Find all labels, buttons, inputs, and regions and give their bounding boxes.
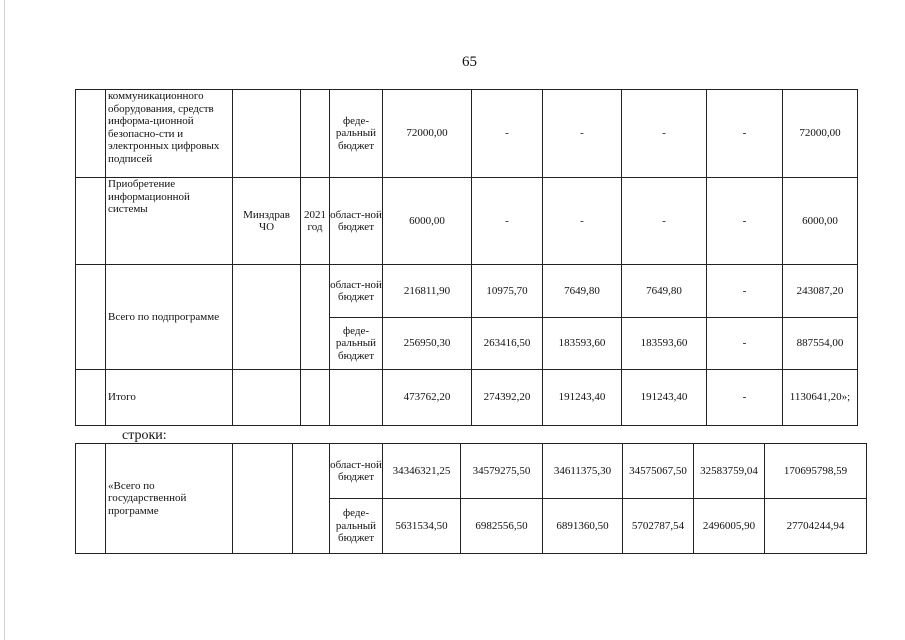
row-number-cell [76, 178, 106, 265]
table-row [76, 370, 858, 426]
total-cell: 887554,00 [783, 318, 858, 370]
value-cell: 6982556,50 [461, 499, 543, 554]
value-cell: - [707, 370, 783, 426]
value-cell: 6000,00 [383, 178, 472, 265]
funding-source: феде-ральный бюджет [330, 90, 383, 178]
measure-name: Приобретение информационной системы [106, 178, 233, 265]
executor [233, 90, 301, 178]
value-cell: - [543, 90, 622, 178]
value-cell: 7649,80 [543, 265, 622, 318]
measure-name: Всего по подпрограмме [106, 265, 233, 370]
funding-source: област-ной бюджет [330, 178, 383, 265]
value-cell: 7649,80 [622, 265, 707, 318]
executor-cell [233, 444, 293, 554]
page-number: 65 [462, 54, 477, 70]
connecting-text: строки: [122, 428, 167, 443]
value-cell: - [707, 265, 783, 318]
value-cell: 72000,00 [383, 90, 472, 178]
value-cell: - [622, 90, 707, 178]
value-cell: 216811,90 [383, 265, 472, 318]
program-name: «Всего по государственной программе [106, 444, 233, 554]
value-cell: 34611375,30 [543, 444, 623, 499]
value-cell: 10975,70 [472, 265, 543, 318]
total-cell: 243087,20 [783, 265, 858, 318]
total-cell: 1130641,20»; [783, 370, 858, 426]
program-total-table [75, 443, 867, 554]
budget-table [75, 89, 858, 426]
total-cell: 27704244,94 [765, 499, 867, 554]
measure-name: Итого [106, 370, 233, 426]
executor [233, 265, 301, 370]
funding-source: феде-ральный бюджет [330, 318, 383, 370]
table-row [76, 444, 867, 499]
funding-source [330, 370, 383, 426]
value-cell: 183593,60 [543, 318, 622, 370]
value-cell: - [707, 90, 783, 178]
value-cell: - [472, 90, 543, 178]
executor: Минздрав ЧО [233, 178, 301, 265]
row-number-cell [76, 90, 106, 178]
value-cell: 34346321,25 [383, 444, 461, 499]
table-row [76, 178, 858, 265]
value-cell: 2496005,90 [694, 499, 765, 554]
total-cell: 6000,00 [783, 178, 858, 265]
year: 2021 год [301, 178, 330, 265]
row-number-cell [76, 444, 106, 554]
value-cell: 34575067,50 [623, 444, 694, 499]
total-cell: 170695798,59 [765, 444, 867, 499]
value-cell: 34579275,50 [461, 444, 543, 499]
value-cell: - [707, 318, 783, 370]
table-row [76, 265, 858, 318]
value-cell: 183593,60 [622, 318, 707, 370]
value-cell: 256950,30 [383, 318, 472, 370]
funding-source: област-ной бюджет [330, 444, 383, 499]
value-cell: - [622, 178, 707, 265]
row-number-cell [76, 370, 106, 426]
value-cell: 274392,20 [472, 370, 543, 426]
executor [233, 370, 301, 426]
funding-source: област-ной бюджет [330, 265, 383, 318]
funding-source: феде-ральный бюджет [330, 499, 383, 554]
year [301, 370, 330, 426]
page-edge [4, 0, 5, 640]
value-cell: 191243,40 [622, 370, 707, 426]
value-cell: 6891360,50 [543, 499, 623, 554]
value-cell: 263416,50 [472, 318, 543, 370]
value-cell: - [543, 178, 622, 265]
value-cell: - [707, 178, 783, 265]
value-cell: 32583759,04 [694, 444, 765, 499]
table-row [76, 90, 858, 178]
value-cell: 473762,20 [383, 370, 472, 426]
value-cell: - [472, 178, 543, 265]
year [301, 265, 330, 370]
measure-name: коммуникационного оборудования, средств информа-ционной безопасно-сти и электронных цифровых подписей [106, 90, 233, 178]
value-cell: 5631534,50 [383, 499, 461, 554]
total-cell: 72000,00 [783, 90, 858, 178]
year [301, 90, 330, 178]
value-cell: 5702787,54 [623, 499, 694, 554]
value-cell: 191243,40 [543, 370, 622, 426]
year-cell [293, 444, 330, 554]
row-number-cell [76, 265, 106, 370]
